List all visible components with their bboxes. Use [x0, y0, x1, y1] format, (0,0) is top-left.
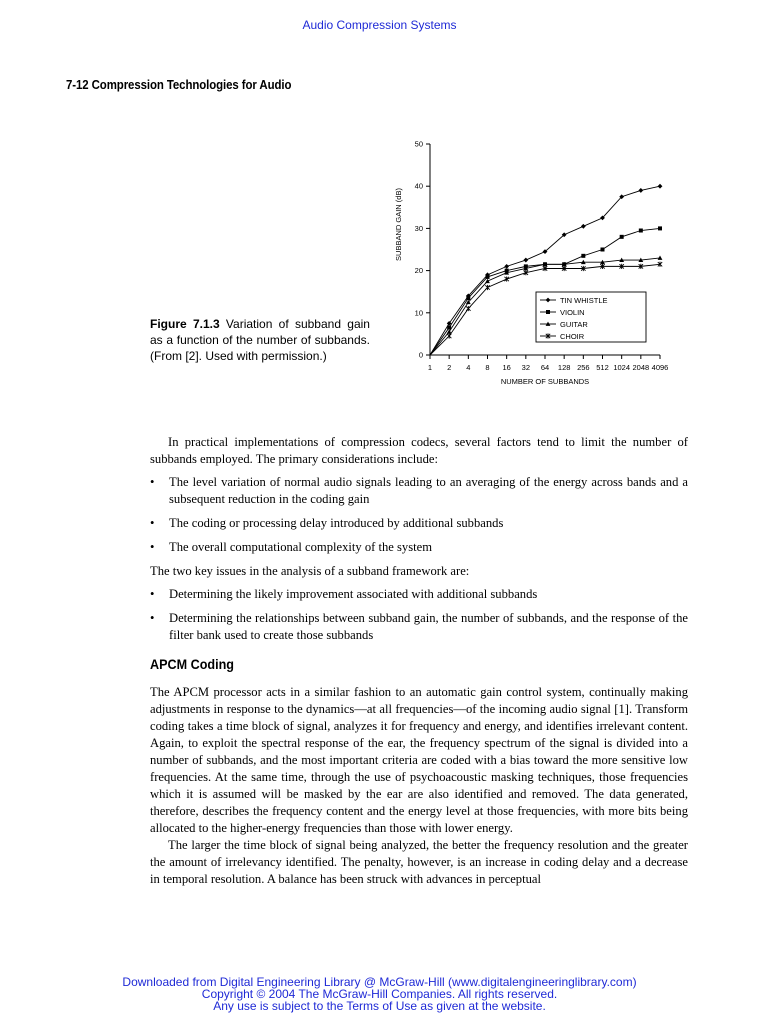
- y-tick-label: 20: [414, 266, 423, 276]
- paragraph: The larger the time block of signal being analyzed, the better the frequency resolution and the greater the amount of irrelevancy identified. The penalty, however, is an increase in coding delay and a decrease in temporal resolution. A balance has been struck with advances in perceptual: [150, 838, 688, 886]
- legend-entry: VIOLIN: [560, 308, 585, 317]
- data-point: [601, 248, 605, 252]
- x-tick-label: 64: [540, 363, 550, 372]
- y-tick-label: 0: [418, 350, 423, 360]
- list-item-text: Determining the likely improvement associated with additional subbands: [169, 587, 538, 601]
- data-point: [658, 226, 662, 230]
- legend-entry: GUITAR: [560, 320, 588, 329]
- data-point: [486, 275, 490, 279]
- list-item: [150, 610, 688, 644]
- x-tick-label: 2048: [632, 363, 650, 372]
- y-tick-label: 30: [414, 223, 423, 233]
- x-tick-label: 512: [596, 363, 609, 372]
- data-point: [638, 188, 643, 193]
- figure-caption-text: Variation of subband gain as a function of the number of subbands. (From [2]. Used with permission.): [150, 317, 370, 363]
- footer: [0, 976, 759, 1012]
- data-point: [581, 224, 586, 229]
- body-text: [150, 434, 688, 888]
- data-point: [523, 258, 528, 263]
- x-tick-label: 8: [485, 363, 490, 372]
- considerations-list: [150, 474, 688, 556]
- x-tick-label: 128: [557, 363, 571, 372]
- data-point: [447, 333, 451, 338]
- x-tick-label: 1: [427, 363, 433, 372]
- data-point: [639, 229, 643, 233]
- subband-gain-chart: [380, 130, 690, 395]
- y-axis-label: SUBBAND GAIN (dB): [394, 188, 403, 261]
- y-tick-label: 10: [414, 308, 423, 318]
- running-header: Audio Compression Systems: [302, 18, 457, 32]
- key-issues-list: [150, 586, 688, 644]
- data-point: [581, 254, 585, 258]
- footer-line: Downloaded from Digital Engineering Library @ McGraw-Hill (www.digitalengineeringlibrary.com): [122, 975, 637, 989]
- bullet-glyph: •: [150, 611, 155, 625]
- list-item-text: The coding or processing delay introduced by additional subbands: [169, 516, 504, 530]
- footer-line: Copyright © 2004 The McGraw-Hill Companies. All rights reserved.: [201, 987, 558, 1001]
- footer-line: Any use is subject to the Terms of Use as given at the website.: [213, 999, 546, 1013]
- list-item-text: Determining the relationships between subband gain, the number of subbands, and the response of the filter bank used to create those subbands: [169, 611, 688, 642]
- figure-label: Figure 7.1.3: [150, 317, 220, 331]
- data-point: [620, 235, 624, 239]
- data-point: [485, 285, 489, 290]
- x-tick-label: 1024: [613, 363, 631, 372]
- paragraph: The two key issues in the analysis of a subband framework are:: [150, 564, 470, 578]
- list-item: [150, 515, 688, 532]
- list-item: [150, 539, 688, 556]
- paragraph: The APCM processor acts in a similar fashion to an automatic gain control system, continually making adjustments in response to the dynamics—at all frequencies—of the incoming audio signal [1]. Transform coding takes a time block of signal, analyzes it for frequency and energy, and identifies irrelevant content. Again, to exploit the spectral response of the ear, the frequency spectrum of the signal is divided into a number of subbands, and the most important criteria are coded with a bias toward the more sensitive low frequencies. At the same time, through the use of psychoacoustic masking techniques, those frequencies which it is assumed will be masked by the ear are also identified and removed. The data generated, therefore, describes the frequency content and the energy level at those frequencies, with more bits being allocated to the higher-energy frequencies than those with lower energy.: [150, 685, 688, 835]
- x-tick-label: 32: [521, 363, 531, 372]
- bullet-glyph: •: [150, 587, 155, 601]
- bullet-glyph: •: [150, 540, 155, 554]
- x-axis-label: NUMBER OF SUBBANDS: [500, 377, 590, 386]
- y-tick-label: 40: [414, 181, 423, 191]
- x-tick-label: 256: [577, 363, 590, 372]
- x-tick-label: 4096: [651, 363, 669, 372]
- list-item: [150, 474, 688, 508]
- subheading: APCM Coding: [150, 656, 234, 672]
- data-point: [504, 276, 508, 281]
- bullet-glyph: •: [150, 475, 155, 489]
- data-point: [658, 184, 663, 189]
- data-point: [466, 296, 470, 300]
- legend-entry: CHOIR: [560, 332, 585, 341]
- paragraph: In practical implementations of compression codecs, several factors tend to limit the number of subbands employed. The primary considerations include:: [150, 435, 688, 466]
- section-title: 7-12 Compression Technologies for Audio: [66, 77, 292, 92]
- figure-caption: [150, 316, 370, 364]
- list-item-text: The level variation of normal audio signals leading to an averaging of the energy across bands and a subsequent reduction in the coding gain: [169, 475, 688, 506]
- list-item-text: The overall computational complexity of the system: [169, 540, 432, 554]
- legend-entry: TIN WHISTLE: [560, 296, 608, 305]
- data-point: [466, 306, 470, 311]
- bullet-glyph: •: [150, 516, 155, 530]
- legend-marker: [546, 310, 550, 314]
- list-item: [150, 586, 688, 603]
- x-tick-label: 2: [447, 363, 452, 372]
- x-tick-label: 4: [466, 363, 471, 372]
- y-tick-label: 50: [414, 139, 423, 149]
- data-point: [504, 264, 509, 269]
- x-tick-label: 16: [502, 363, 511, 372]
